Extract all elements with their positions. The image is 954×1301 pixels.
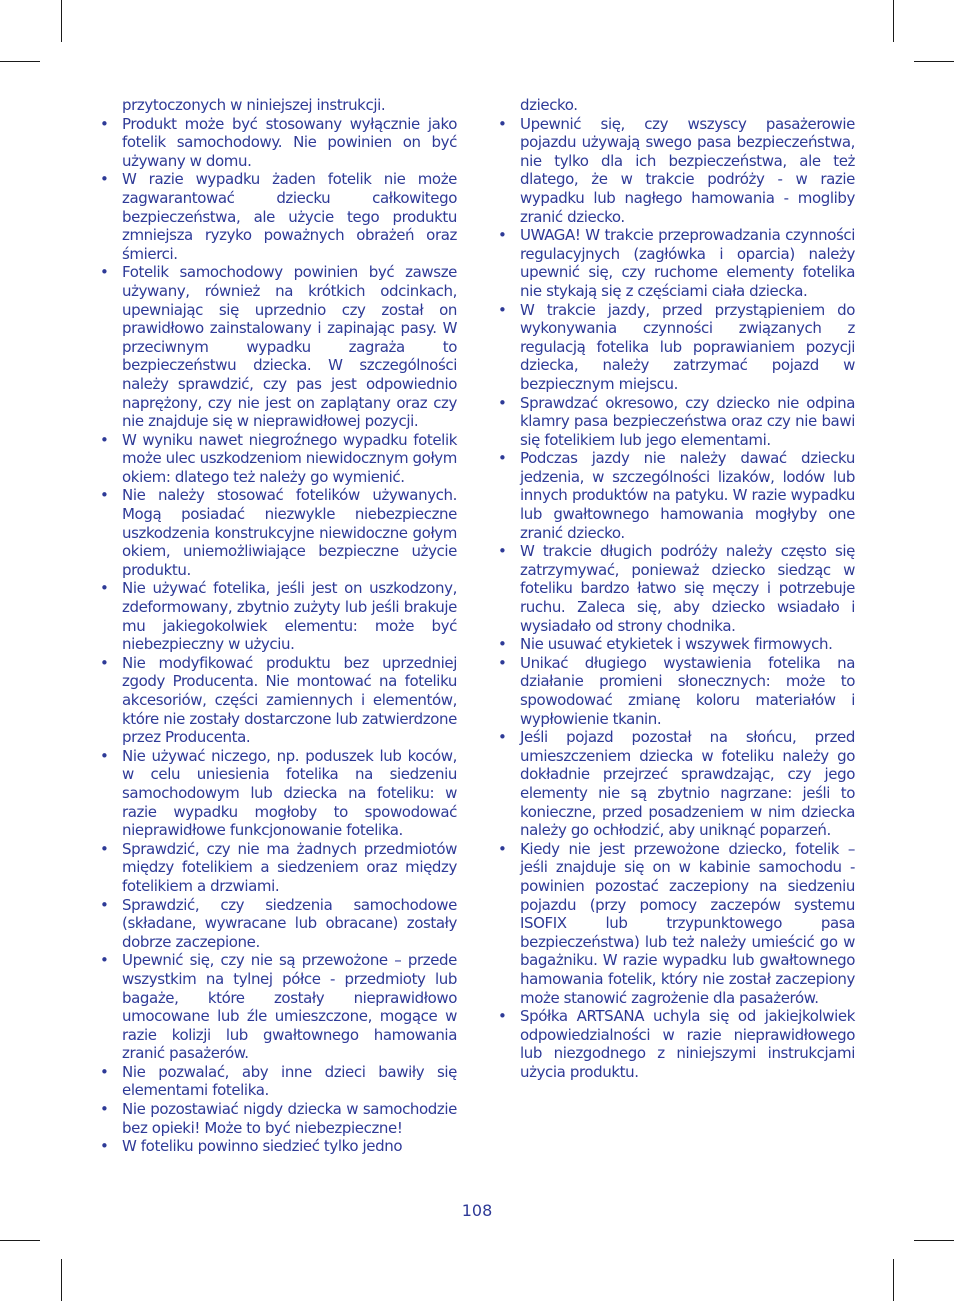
list-item: • W wyniku nawet niegroźnego wypadku fotelik może ulec uszkodzeniom niewidocznym gołym okiem: dlatego też należy go wymienić. [100,431,457,487]
list-item: • Fotelik samochodowy powinien być zawsze używany, również na krótkich odcinkach, upewniając się uprzednio czy został on prawidłowo zainstalowany i zapinając pasy. W przeciwnym wypadku zagraża to bezpieczeństwu dziecka. W szczególności należy sprawdzić, czy pas jest odpowiednio naprężony, czy nie jest on zaplątany oraz czy nie znajduje się w nieprawidłowej pozycji. [100,263,457,430]
list-item: • Jeśli pojazd pozostał na słońcu, przed umieszczeniem dziecka w foteliku należy go dokładnie przejrzeć sprawdzając, czy jego elementy nie są zbytnio nagrzane: jeśli to konieczne, przed posadzeniem w nim dziecka należy go ochłodzić, aby uniknąć poparzeń. [498,728,855,840]
right-continuation-text: dziecko. [520,96,578,114]
list-item: • Sprawdzać okresowo, czy dziecko nie odpina klamry pasa bezpieczeństwa oraz czy nie bawi się fotelikiem lub jego elementami. [498,394,855,450]
list-item: • W razie wypadku żaden fotelik nie może zagwarantować dziecku całkowitego bezpieczeństwa, ale użycie tego produktu zmniejsza ryzyko poważnych obrażeń oraz śmierci. [100,170,457,263]
list-item: • Kiedy nie jest przewożone dziecko, fotelik – jeśli znajduje się on w kabinie samochodu - powinien pozostać zaczepiony na siedzeniu pojazdu (przy pomocy zaczepów systemu ISOFIX lub trzypunktowego pasa bezpieczeństwa) lub też należy umieścić go w bagażniku. W razie wypadku lub gwałtownego hamowania fotelik, który nie został zaczepiony może stanowić zagrożenie dla pasażerów. [498,840,855,1007]
crop-mark [0,61,40,62]
crop-mark [914,1240,954,1241]
crop-mark [914,61,954,62]
left-column [100,96,457,1156]
list-item: • Podczas jazdy nie należy dawać dziecku jedzenia, w szczególności lizaków, lodów lub innych produktów na patyku. W razie wypadku lub gwałtownego hamowania mogłyby one zranić dziecko. [498,449,855,542]
right-column [498,96,855,1081]
crop-mark [0,1240,40,1241]
list-item: • Sprawdzić, czy nie ma żadnych przedmiotów między fotelikiem a siedzeniem oraz między fotelikiem a drzwiami. [100,840,457,896]
crop-mark [61,1259,62,1301]
list-item: • Produkt może być stosowany wyłącznie jako fotelik samochodowy. Nie powinien on być używany w domu. [100,115,457,171]
crop-mark [61,0,62,42]
list-item: • UWAGA! W trakcie przeprowadzania czynności regulacyjnych (zagłówka i oparcia) należy upewnić się, czy ruchome elementy fotelika nie stykają się z częściami ciała dziecka. [498,226,855,300]
right-bullet-list [498,115,855,1082]
list-item: • Nie pozwalać, aby inne dzieci bawiły się elementami fotelika. [100,1063,457,1100]
list-item: • Nie modyfikować produktu bez uprzedniej zgody Producenta. Nie montować na foteliku akcesoriów, części zamiennych i elementów, które nie zostały dostarczone lub zatwierdzone przez Producenta. [100,654,457,747]
list-item: • Unikać długiego wystawienia fotelika na działanie promieni słonecznych: może to spowodować zmianę koloru materiałów i wypłowienie tkanin. [498,654,855,728]
list-item: • W trakcie długich podróży należy często się zatrzymywać, ponieważ dziecko siedząc w foteliku bardzo łatwo się męczy i potrzebuje ruchu. Zaleca się, aby dziecko wsiadało i wysiadało od strony chodnika. [498,542,855,635]
left-continuation-text: przytoczonych w niniejszej instrukcji. [122,96,386,114]
list-item: • Upewnić się, czy nie są przewożone – przede wszystkim na tylnej półce - przedmioty lub bagaże, które zostały nieprawidłowo umocowane lub źle umieszczone, mogące w razie kolizji lub gwałtownego hamowania zranić pasażerów. [100,951,457,1063]
list-item: • Nie pozostawiać nigdy dziecka w samochodzie bez opieki! Może to być niebezpieczne! [100,1100,457,1137]
list-item: • Sprawdzić, czy siedzenia samochodowe (składane, wywracane lub obracane) zostały dobrze zaczepione. [100,896,457,952]
crop-mark [893,0,894,42]
list-item: • Nie używać niczego, np. poduszek lub koców, w celu uniesienia fotelika na siedzeniu samochodowym lub dziecka na foteliku: w razie wypadku mogłoby to spowodować nieprawidłowe funkcjonowanie fotelika. [100,747,457,840]
list-item: • Spółka ARTSANA uchyla się od jakiejkolwiek odpowiedzialności w razie nieprawidłowego lub niezgodnego z niniejszymi instrukcjami użycia produktu. [498,1007,855,1081]
list-item: • Nie należy stosować fotelików używanych. Mogą posiadać niezwykle niebezpieczne uszkodzenia konstrukcyjne niewidoczne gołym okiem, uniemożliwiające bezpieczne użycie produktu. [100,486,457,579]
list-item: • Nie usuwać etykietek i wszywek firmowych. [498,635,855,654]
page-number: 108 [461,1201,493,1220]
list-item: • Nie używać fotelika, jeśli jest on uszkodzony, zdeformowany, zbytnio zużyty lub jeśli brakuje mu jakiegokolwiek elementu: może być niebezpieczny w użyciu. [100,579,457,653]
left-bullet-list [100,115,457,1156]
crop-mark [893,1259,894,1301]
list-item: • Upewnić się, czy wszyscy pasażerowie pojazdu używają swego pasa bezpieczeństwa, nie tylko dla ich bezpieczeństwa, ale też dlatego, że w trakcie podróży - w razie wypadku lub nagłego hamowania - mogliby zranić dziecko. [498,115,855,227]
list-item: • W trakcie jazdy, przed przystąpieniem do wykonywania czynności związanych z regulacją fotelika lub poprawianiem pozycji dziecka, należy zatrzymać pojazd w bezpiecznym miejscu. [498,301,855,394]
list-item: • W foteliku powinno siedzieć tylko jedno [100,1137,457,1156]
